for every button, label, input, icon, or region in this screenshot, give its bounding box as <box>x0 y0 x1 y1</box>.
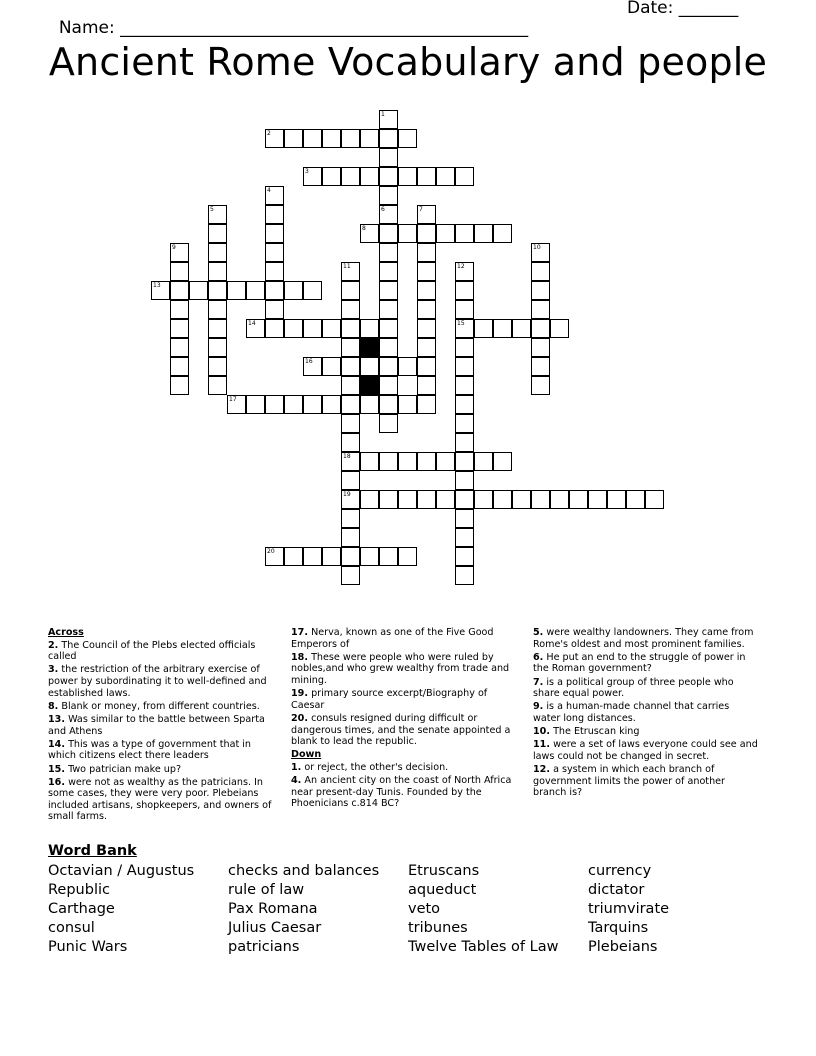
crossword-cell[interactable] <box>341 281 360 300</box>
crossword-cell[interactable] <box>398 167 417 186</box>
clue-number-label: 18 <box>343 453 351 460</box>
crossword-cell[interactable] <box>379 338 398 357</box>
word-bank-column-4 <box>588 862 669 957</box>
crossword-cell[interactable] <box>493 319 512 338</box>
word-bank-item: Punic Wars <box>48 939 128 955</box>
crossword-cell[interactable] <box>265 395 284 414</box>
down-clue-12: 12. a system in which each branch of government limits the power of another branch is? <box>533 764 725 799</box>
word-bank-item: Twelve Tables of Law <box>408 939 559 955</box>
word-bank-item: Plebeians <box>588 939 658 955</box>
clue-number-label: 2 <box>267 130 271 137</box>
crossword-cell[interactable] <box>417 319 436 338</box>
crossword-cell[interactable] <box>379 167 398 186</box>
crossword-cell[interactable] <box>531 281 550 300</box>
crossword-cell[interactable] <box>569 490 588 509</box>
word-bank-item: aqueduct <box>408 882 477 898</box>
crossword-cell[interactable] <box>455 395 474 414</box>
crossword-cell[interactable] <box>208 300 227 319</box>
crossword-cell[interactable] <box>398 490 417 509</box>
crossword-cell[interactable] <box>417 395 436 414</box>
crossword-cell[interactable] <box>265 300 284 319</box>
crossword-cell[interactable] <box>208 338 227 357</box>
crossword-cell[interactable] <box>379 148 398 167</box>
across-clue-14: 14. This was a type of government that in which citizens elect there leaders <box>48 738 252 762</box>
crossword-cell[interactable] <box>170 281 189 300</box>
crossword-cell[interactable] <box>379 243 398 262</box>
crossword-cell[interactable] <box>246 281 265 300</box>
across-clue-20: 20. consuls resigned during difficult or dangerous times, and the senate appointed a blank to lead the republic. <box>291 712 511 748</box>
crossword-cell[interactable] <box>474 319 493 338</box>
crossword-cell[interactable] <box>341 395 360 414</box>
crossword-cell[interactable] <box>455 376 474 395</box>
crossword-cell[interactable] <box>379 357 398 376</box>
crossword-cell[interactable] <box>341 300 360 319</box>
crossword-cell[interactable] <box>341 319 360 338</box>
word-bank-item: triumvirate <box>588 901 670 917</box>
crossword-cell[interactable] <box>398 357 417 376</box>
crossword-cell[interactable] <box>455 414 474 433</box>
crossword-cell[interactable] <box>455 433 474 452</box>
word-bank-item: Tarquins <box>588 920 649 936</box>
crossword-cell[interactable] <box>436 490 455 509</box>
crossword-cell[interactable] <box>531 338 550 357</box>
clue-number-label: 1 <box>381 111 385 118</box>
crossword-cell[interactable] <box>341 547 360 566</box>
clue-number-label: 3 <box>305 168 309 175</box>
crossword-cell[interactable] <box>398 129 417 148</box>
crossword-cell[interactable] <box>455 528 474 547</box>
clue-number-label: 9 <box>172 244 176 251</box>
crossword-cell[interactable] <box>436 167 455 186</box>
crossword-cell[interactable] <box>341 376 360 395</box>
crossword-cell[interactable] <box>531 357 550 376</box>
crossword-cell[interactable] <box>436 452 455 471</box>
crossword-cell[interactable] <box>322 319 341 338</box>
crossword-cell[interactable] <box>455 281 474 300</box>
clue-number-label: 17 <box>229 396 237 403</box>
word-bank-column-1 <box>48 862 194 957</box>
crossword-cell[interactable] <box>284 281 303 300</box>
crossword-cell[interactable] <box>379 395 398 414</box>
crossword-cell[interactable] <box>303 281 322 300</box>
crossword-cell[interactable] <box>284 395 303 414</box>
word-bank-item: Julius Caesar <box>228 920 322 936</box>
crossword-cell[interactable] <box>417 262 436 281</box>
crossword-cell[interactable] <box>455 224 474 243</box>
crossword-cell[interactable] <box>170 319 189 338</box>
word-bank-item: Etruscans <box>408 863 480 879</box>
crossword-cell[interactable] <box>531 319 550 338</box>
crossword-cell[interactable] <box>417 300 436 319</box>
crossword-cell[interactable] <box>512 490 531 509</box>
crossword-cell[interactable] <box>322 357 341 376</box>
name-field-label[interactable]: Name: ________________________________________________ <box>58 18 529 38</box>
down-clue-4: 4. An ancient city on the coast of North Africa near present-day Tunis. Founded by the Phoenicians c.814 BC? <box>291 775 512 810</box>
crossword-cell[interactable] <box>379 186 398 205</box>
crossword-cell[interactable] <box>303 129 322 148</box>
clue-number-label: 8 <box>362 225 366 232</box>
crossword-cell[interactable] <box>341 509 360 528</box>
crossword-cell[interactable] <box>398 224 417 243</box>
crossword-cell[interactable] <box>170 357 189 376</box>
across-clue-18: 18. These were people who were ruled by nobles,and who grew wealthy from trade and mining. <box>291 651 510 686</box>
across-clue-3: 3. the restriction of the arbitrary exercise of power by subordinating it to well-defined and established laws. <box>48 664 267 699</box>
crossword-cell[interactable] <box>208 262 227 281</box>
crossword-cell[interactable] <box>417 490 436 509</box>
crossword-cell[interactable] <box>474 490 493 509</box>
crossword-cell[interactable] <box>246 395 265 414</box>
crossword-cell[interactable] <box>512 319 531 338</box>
crossword-cell[interactable] <box>379 490 398 509</box>
crossword-cell[interactable] <box>455 338 474 357</box>
word-bank-item: dictator <box>588 882 645 898</box>
crossword-cell[interactable] <box>531 300 550 319</box>
clue-number-label: 5 <box>210 206 214 213</box>
crossword-cell[interactable] <box>398 452 417 471</box>
crossword-cell[interactable] <box>341 357 360 376</box>
crossword-cell[interactable] <box>455 509 474 528</box>
crossword-cell[interactable] <box>493 224 512 243</box>
clue-number-label: 11 <box>343 263 351 270</box>
clue-number-label: 4 <box>267 187 271 194</box>
across-heading: Across <box>48 627 84 638</box>
crossword-cell[interactable] <box>455 452 474 471</box>
clues-column-2 <box>291 627 523 811</box>
crossword-cell[interactable] <box>303 319 322 338</box>
word-bank-item: patricians <box>228 939 300 955</box>
crossword-black-cell <box>360 376 379 395</box>
date-field-label[interactable]: Date: _______ <box>627 0 739 18</box>
clue-number-label: 20 <box>267 548 275 555</box>
crossword-cell[interactable] <box>455 490 474 509</box>
clue-number-label: 15 <box>457 320 465 327</box>
crossword-cell[interactable] <box>322 167 341 186</box>
crossword-cell[interactable] <box>265 224 284 243</box>
clue-number-label: 12 <box>457 263 465 270</box>
crossword-cell[interactable] <box>284 547 303 566</box>
across-clue-19: 19. primary source excerpt/Biography of Caesar <box>291 688 488 711</box>
crossword-cell[interactable] <box>417 338 436 357</box>
crossword-cell[interactable] <box>455 547 474 566</box>
crossword-cell[interactable] <box>455 167 474 186</box>
word-bank-item: consul <box>48 920 95 936</box>
clue-number-label: 16 <box>305 358 313 365</box>
crossword-cell[interactable] <box>474 224 493 243</box>
word-bank-column-2 <box>228 862 379 957</box>
across-clue-16: 16. were not as wealthy as the patricians. In some cases, they were very poor. Plebeians included artisans, shopkeepers, and owners of small farms. <box>48 776 272 823</box>
crossword-cell[interactable] <box>455 566 474 585</box>
crossword-cell[interactable] <box>265 205 284 224</box>
down-clue-5: 5. were wealthy landowners. They came from Rome's oldest and most prominent families. <box>533 627 754 650</box>
crossword-cell[interactable] <box>322 547 341 566</box>
crossword-cell[interactable] <box>303 395 322 414</box>
crossword-cell[interactable] <box>379 300 398 319</box>
crossword-cell[interactable] <box>360 129 379 148</box>
crossword-cell[interactable] <box>531 490 550 509</box>
crossword-cell[interactable] <box>303 547 322 566</box>
word-bank-item: Carthage <box>48 901 115 917</box>
across-clue-13: 13. Was similar to the battle between Sparta and Athens <box>48 713 265 737</box>
crossword-cell[interactable] <box>379 281 398 300</box>
crossword-cell[interactable] <box>284 129 303 148</box>
crossword-cell[interactable] <box>265 281 284 300</box>
crossword-cell[interactable] <box>379 376 398 395</box>
crossword-cell[interactable] <box>626 490 645 509</box>
crossword-cell[interactable] <box>455 471 474 490</box>
crossword-cell[interactable] <box>322 395 341 414</box>
crossword-cell[interactable] <box>341 566 360 585</box>
word-bank-item: veto <box>408 901 441 917</box>
clue-number-label: 19 <box>343 491 351 498</box>
crossword-cell[interactable] <box>493 490 512 509</box>
word-bank-item: Pax Romana <box>228 901 318 917</box>
across-clue-15: 15. Two patrician make up? <box>48 763 182 775</box>
crossword-cell[interactable] <box>417 281 436 300</box>
page-title: Ancient Rome Vocabulary and people <box>48 40 768 84</box>
clue-number-label: 13 <box>153 282 161 289</box>
crossword-cell[interactable] <box>436 224 455 243</box>
crossword-cell[interactable] <box>417 224 436 243</box>
crossword-cell[interactable] <box>189 281 208 300</box>
crossword-cell[interactable] <box>379 262 398 281</box>
crossword-cell[interactable] <box>322 129 341 148</box>
word-bank-item: currency <box>588 863 652 879</box>
down-clue-9: 9. is a human-made channel that carries water long distances. <box>533 701 730 724</box>
crossword-cell[interactable] <box>398 395 417 414</box>
crossword-cell[interactable] <box>417 452 436 471</box>
crossword-cell[interactable] <box>531 262 550 281</box>
clues-column-3 <box>533 627 759 800</box>
word-bank-item: checks and balances <box>228 863 380 879</box>
crossword-cell[interactable] <box>284 319 303 338</box>
crossword-cell[interactable] <box>265 319 284 338</box>
crossword-cell[interactable] <box>265 262 284 281</box>
crossword-cell[interactable] <box>208 319 227 338</box>
crossword-cell[interactable] <box>379 547 398 566</box>
crossword-cell[interactable] <box>455 357 474 376</box>
crossword-cell[interactable] <box>398 547 417 566</box>
crossword-cell[interactable] <box>227 281 246 300</box>
crossword-cell[interactable] <box>379 129 398 148</box>
crossword-cell[interactable] <box>360 395 379 414</box>
clue-number-label: 6 <box>381 206 385 213</box>
across-clue-8: 8. Blank or money, from different countries. <box>48 700 260 712</box>
crossword-cell[interactable] <box>341 528 360 547</box>
down-clue-10: 10. The Etruscan king <box>533 726 640 738</box>
down-clue-6: 6. He put an end to the struggle of power in the Roman government? <box>533 651 746 675</box>
crossword-cell[interactable] <box>341 129 360 148</box>
crossword-cell[interactable] <box>455 300 474 319</box>
down-clue-11: 11. were a set of laws everyone could see and laws could not be changed in secret. <box>533 739 758 762</box>
word-bank-item: Octavian / Augustus <box>48 863 195 879</box>
across-clue-17: 17. Nerva, known as one of the Five Good Emperors of <box>291 627 494 650</box>
crossword-cell[interactable] <box>208 376 227 395</box>
crossword-cell[interactable] <box>341 167 360 186</box>
crossword-cell[interactable] <box>607 490 626 509</box>
crossword-cell[interactable] <box>417 376 436 395</box>
crossword-cell[interactable] <box>360 490 379 509</box>
crossword-cell[interactable] <box>170 338 189 357</box>
crossword-cell[interactable] <box>417 357 436 376</box>
crossword-black-cell <box>360 338 379 357</box>
word-bank-item: Republic <box>48 882 110 898</box>
word-bank-title: Word Bank <box>48 843 137 859</box>
crossword-cell[interactable] <box>208 243 227 262</box>
across-clue-2: 2. The Council of the Plebs elected officials called <box>48 639 256 663</box>
crossword-cell[interactable] <box>360 452 379 471</box>
crossword-cell[interactable] <box>170 300 189 319</box>
down-heading: Down <box>291 749 322 761</box>
crossword-cell[interactable] <box>379 224 398 243</box>
crossword-cell[interactable] <box>208 281 227 300</box>
crossword-cell[interactable] <box>379 319 398 338</box>
crossword-cell[interactable] <box>170 376 189 395</box>
word-bank-column-3 <box>408 862 558 957</box>
clue-number-label: 14 <box>248 320 256 327</box>
crossword-cell[interactable] <box>531 376 550 395</box>
crossword-cell[interactable] <box>341 471 360 490</box>
crossword-cell[interactable] <box>493 452 512 471</box>
crossword-cell[interactable] <box>474 452 493 471</box>
crossword-cell[interactable] <box>341 338 360 357</box>
crossword-cell[interactable] <box>170 262 189 281</box>
crossword-cell[interactable] <box>360 167 379 186</box>
crossword-cell[interactable] <box>379 414 398 433</box>
crossword-cell[interactable] <box>588 490 607 509</box>
crossword-cell[interactable] <box>360 319 379 338</box>
crossword-cell[interactable] <box>360 547 379 566</box>
crossword-cell[interactable] <box>417 243 436 262</box>
crossword-cell[interactable] <box>360 357 379 376</box>
word-bank-item: tribunes <box>408 920 468 936</box>
word-bank-item: rule of law <box>228 882 305 898</box>
crossword-cell[interactable] <box>341 433 360 452</box>
crossword-cell[interactable] <box>550 319 569 338</box>
crossword-cell[interactable] <box>208 224 227 243</box>
crossword-cell[interactable] <box>645 490 664 509</box>
crossword-cell[interactable] <box>417 167 436 186</box>
clue-number-label: 7 <box>419 206 423 213</box>
down-clue-1: 1. or reject, the other's decision. <box>291 761 449 773</box>
crossword-cell[interactable] <box>550 490 569 509</box>
crossword-cell[interactable] <box>379 452 398 471</box>
crossword-cell[interactable] <box>341 414 360 433</box>
clues-column-1 <box>48 627 280 825</box>
crossword-cell[interactable] <box>208 357 227 376</box>
crossword-cell[interactable] <box>265 243 284 262</box>
down-clue-7: 7. is a political group of three people who share equal power. <box>533 676 734 700</box>
clue-number-label: 10 <box>533 244 541 251</box>
